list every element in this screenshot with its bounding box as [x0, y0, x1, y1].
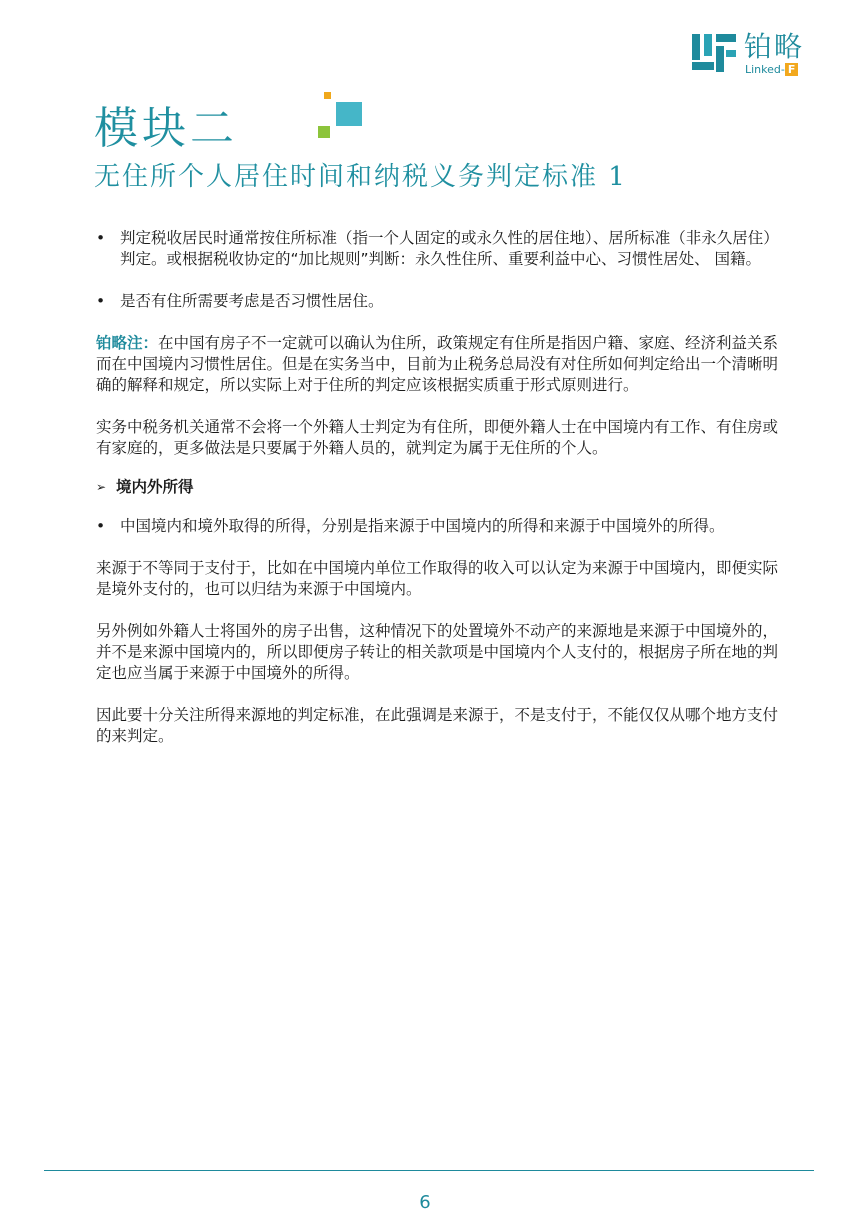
- paragraph: 来源于不等同于支付于，比如在中国境内单位工作取得的收入可以认定为来源于中国境内，即便实际是境外支付的，也可以归结为来源于中国境内。: [96, 559, 779, 598]
- body-content: [96, 228, 786, 747]
- section-heading-text: 境内外所得: [116, 478, 194, 496]
- module-title: 模块二: [94, 103, 238, 154]
- note-text: 在中国有房子不一定就可以确认为住所，政策规定有住所是指因户籍、家庭、经济利益关系而在中国境内习惯性居住。但是在实务当中，目前为止税务总局没有对住所如何判定给出一个清晰明确的解释和规定，所以实际上对于住所的判定应该根据实质重于形式原则进行。: [96, 334, 779, 394]
- decorative-square-teal: [336, 102, 362, 126]
- arrow-bullet-icon: ➢: [96, 480, 107, 494]
- bullet-text: 判定税收居民时通常按住所标准（指一个人固定的或永久性的居住地）、居所标准（非永久居住）判定。或根据税收协定的“加比规则”判断：永久性住所、重要利益中心、习惯性居处、 国籍。: [120, 229, 779, 268]
- section-heading: [96, 477, 786, 498]
- bullet-dot: •: [96, 292, 106, 310]
- bullet-item: [96, 516, 786, 537]
- logo-f-badge: F: [785, 63, 799, 76]
- paragraph: 实务中税务机关通常不会将一个外籍人士判定为有住所，即便外籍人士在中国境内有工作、有住房或有家庭的，更多做法是只要属于外籍人员的，就判定为属于无住所的个人。: [96, 418, 779, 457]
- decorative-square-orange: [324, 92, 331, 99]
- note-label: 铂略注：: [96, 334, 159, 352]
- bullet-text: 是否有住所需要考虑是否习惯性居住。: [120, 292, 384, 310]
- page-number: 6: [419, 1192, 431, 1213]
- bullet-item: [96, 228, 786, 270]
- paragraph: 另外例如外籍人士将国外的房子出售，这种情况下的处置境外不动产的来源地是来源于中国境外的，并不是来源中国境内的，所以即便房子转让的相关款项是中国境内个人支付的，根据房子所在地的判定也应当属于来源于中国境外的所得。: [96, 622, 779, 682]
- paragraph: 因此要十分关注所得来源地的判定标准，在此强调是来源于，不是支付于，不能仅仅从哪个地方支付的来判定。: [96, 706, 779, 745]
- note-paragraph: [96, 333, 786, 396]
- linked-f-logo-icon: [690, 32, 738, 76]
- bullet-dot: •: [96, 517, 106, 535]
- section-subtitle: 无住所个人居住时间和纳税义务判定标准 1: [94, 162, 627, 192]
- bullet-item: [96, 291, 786, 312]
- company-logo: [690, 30, 820, 80]
- footer-divider: [44, 1170, 814, 1171]
- bullet-dot: •: [96, 229, 106, 247]
- logo-english-text: Linked- F: [745, 63, 798, 77]
- bullet-text: 中国境内和境外取得的所得，分别是指来源于中国境内的所得和来源于中国境外的所得。: [120, 517, 725, 535]
- logo-chinese-text: 铂略: [744, 30, 805, 63]
- decorative-square-green: [318, 126, 330, 138]
